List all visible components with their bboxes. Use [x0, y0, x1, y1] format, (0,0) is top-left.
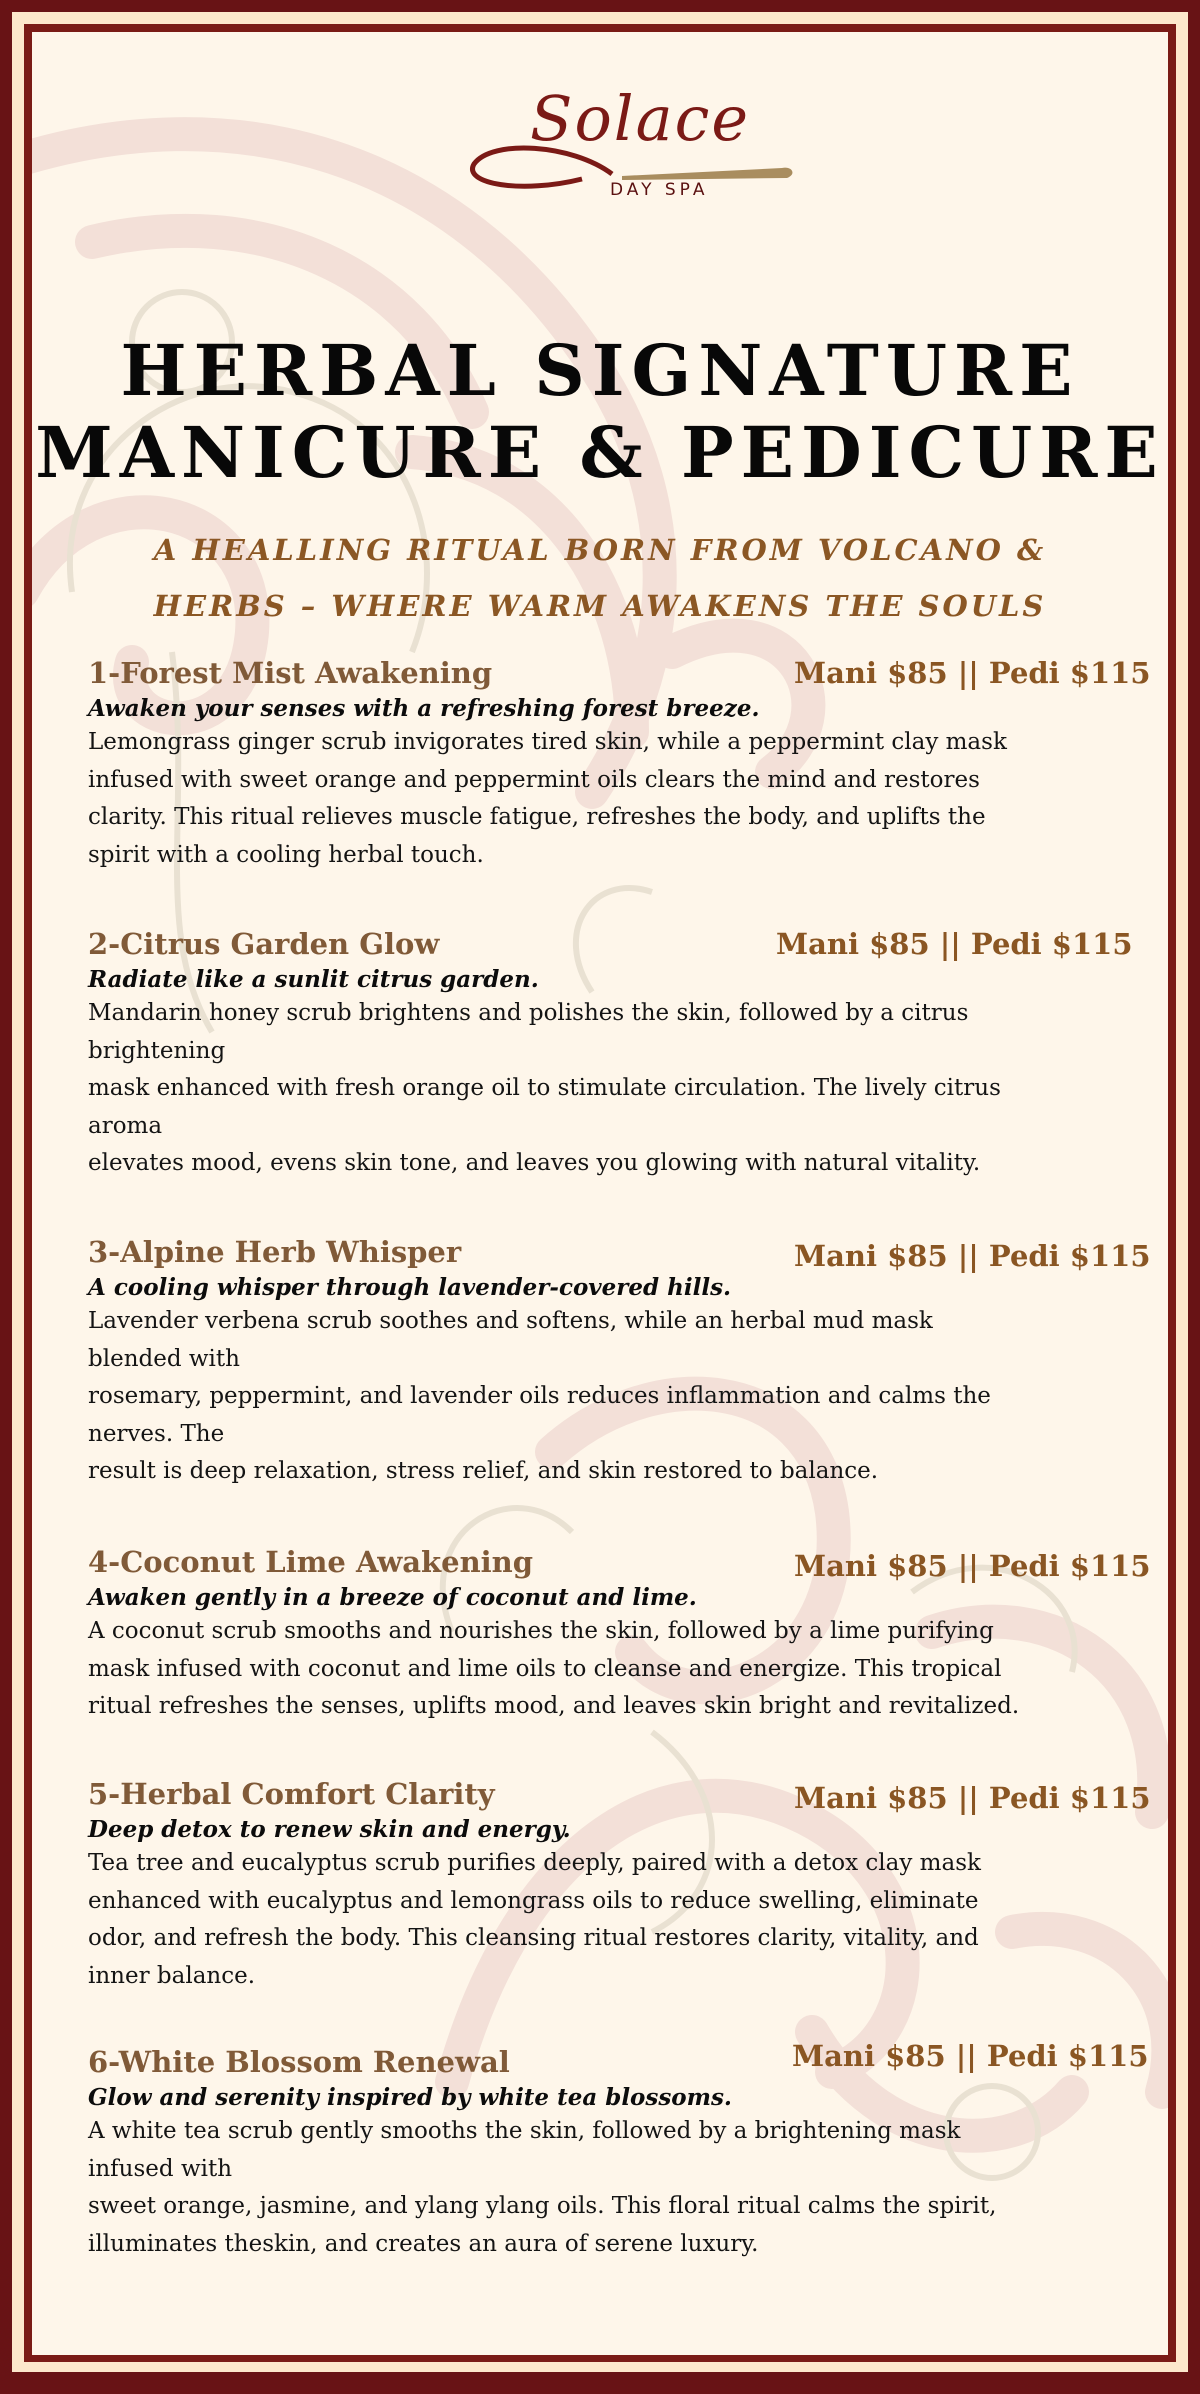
description-line: blended with — [88, 1345, 240, 1372]
title-line-1: HERBAL SIGNATURE — [120, 329, 1080, 412]
service-price: Mani $85 || Pedi $115 — [794, 656, 1151, 690]
service-tagline: Awaken gently in a breeze of coconut and lime. — [88, 1584, 697, 1611]
logo-wordmark: Solace — [530, 82, 751, 155]
description-line: A coconut scrub smooths and nourishes the skin, followed by a lime purifying — [88, 1618, 994, 1644]
service-section — [88, 1235, 1151, 1491]
service-price: Mani $85 || Pedi $115 — [792, 2039, 1149, 2073]
service-title: 3-Alpine Herb Whisper — [88, 1235, 462, 1269]
service-price: Mani $85 || Pedi $115 — [776, 927, 1133, 961]
service-tagline: Radiate like a sunlit citrus garden. — [88, 966, 539, 993]
service-section — [88, 1777, 1151, 1995]
service-tagline: Awaken your senses with a refreshing forest breeze. — [88, 695, 760, 722]
service-title: 1-Forest Mist Awakening — [88, 656, 493, 690]
logo-tagline: DAY SPA — [610, 180, 709, 200]
description-line: rosemary, peppermint, and lavender oils reduces inflammation and calms the — [88, 1383, 991, 1409]
service-description — [88, 2113, 1148, 2263]
description-line: Lavender verbena scrub soothes and softens, while an herbal mud mask — [88, 1308, 933, 1334]
service-description — [88, 1845, 1148, 1995]
service-price: Mani $85 || Pedi $115 — [794, 1239, 1151, 1273]
service-section — [88, 656, 1151, 874]
description-line: odor, and refresh the body. This cleansing ritual restores clarity, vitality, and — [88, 1925, 979, 1951]
description-line: inner balance. — [88, 1962, 256, 1989]
description-line: clarity. This ritual relieves muscle fatigue, refreshes the body, and uplifts the — [88, 804, 986, 830]
description-line: mask infused with coconut and lime oils to cleanse and energize. This tropical — [88, 1655, 1002, 1682]
description-line: spirit with a cooling herbal touch. — [88, 841, 484, 868]
page-title — [32, 330, 1168, 494]
service-title: 2-Citrus Garden Glow — [88, 927, 440, 961]
service-title: 6-White Blossom Renewal — [88, 2045, 510, 2079]
subtitle-line-2: HERBS – WHERE WARM AWAKENS THE SOULS — [153, 589, 1047, 623]
description-line: aroma — [88, 1112, 163, 1139]
page-subtitle — [32, 522, 1168, 634]
description-line: enhanced with eucalyptus and lemongrass oils to reduce swelling, eliminate — [88, 1887, 979, 1914]
service-description — [88, 724, 1148, 874]
menu-page — [32, 32, 1168, 2355]
service-price: Mani $85 || Pedi $115 — [794, 1549, 1151, 1583]
description-line: illuminates theskin, and creates an aura of serene luxury. — [88, 2230, 759, 2257]
description-line: Tea tree and eucalyptus scrub purifies deeply, paired with a detox clay mask — [88, 1850, 981, 1876]
description-line: mask enhanced with fresh orange oil to stimulate circulation. The lively citrus — [88, 1075, 1001, 1101]
service-section — [88, 2039, 1149, 2263]
description-line: ritual refreshes the senses, uplifts mood, and leaves skin bright and revitalized. — [88, 1693, 1020, 1719]
title-line-2: MANICURE & PEDICURE — [35, 411, 1165, 494]
subtitle-line-1: A HEALLING RITUAL BORN FROM VOLCANO & — [153, 533, 1047, 567]
service-price: Mani $85 || Pedi $115 — [794, 1781, 1151, 1815]
description-line: infused with — [88, 2155, 233, 2182]
service-section — [88, 1545, 1151, 1726]
description-line: sweet orange, jasmine, and ylang ylang oils. This floral ritual calms the spirit, — [88, 2193, 997, 2219]
service-description — [88, 1303, 1148, 1491]
service-title: 4-Coconut Lime Awakening — [88, 1545, 534, 1579]
description-line: Lemongrass ginger scrub invigorates tired skin, while a peppermint clay mask — [88, 729, 1007, 755]
service-title: 5-Herbal Comfort Clarity — [88, 1777, 495, 1811]
service-description — [88, 995, 1148, 1183]
description-line: infused with sweet orange and peppermint oils clears the mind and restores — [88, 766, 980, 793]
solace-logo — [462, 84, 802, 204]
service-tagline: Deep detox to renew skin and energy. — [88, 1816, 571, 1843]
description-line: brightening — [88, 1037, 226, 1064]
service-section — [88, 927, 1148, 1183]
description-line: result is deep relaxation, stress relief, and skin restored to balance. — [88, 1458, 879, 1484]
description-line: A white tea scrub gently smooths the skin, followed by a brightening mask — [88, 2118, 961, 2144]
description-line: elevates mood, evens skin tone, and leaves you glowing with natural vitality. — [88, 1150, 981, 1176]
description-line: Mandarin honey scrub brightens and polishes the skin, followed by a citrus — [88, 1000, 969, 1026]
description-line: nerves. The — [88, 1420, 225, 1447]
service-description — [88, 1613, 1148, 1726]
service-tagline: Glow and serenity inspired by white tea blossoms. — [88, 2084, 732, 2111]
service-tagline: A cooling whisper through lavender-covered hills. — [88, 1274, 732, 1301]
